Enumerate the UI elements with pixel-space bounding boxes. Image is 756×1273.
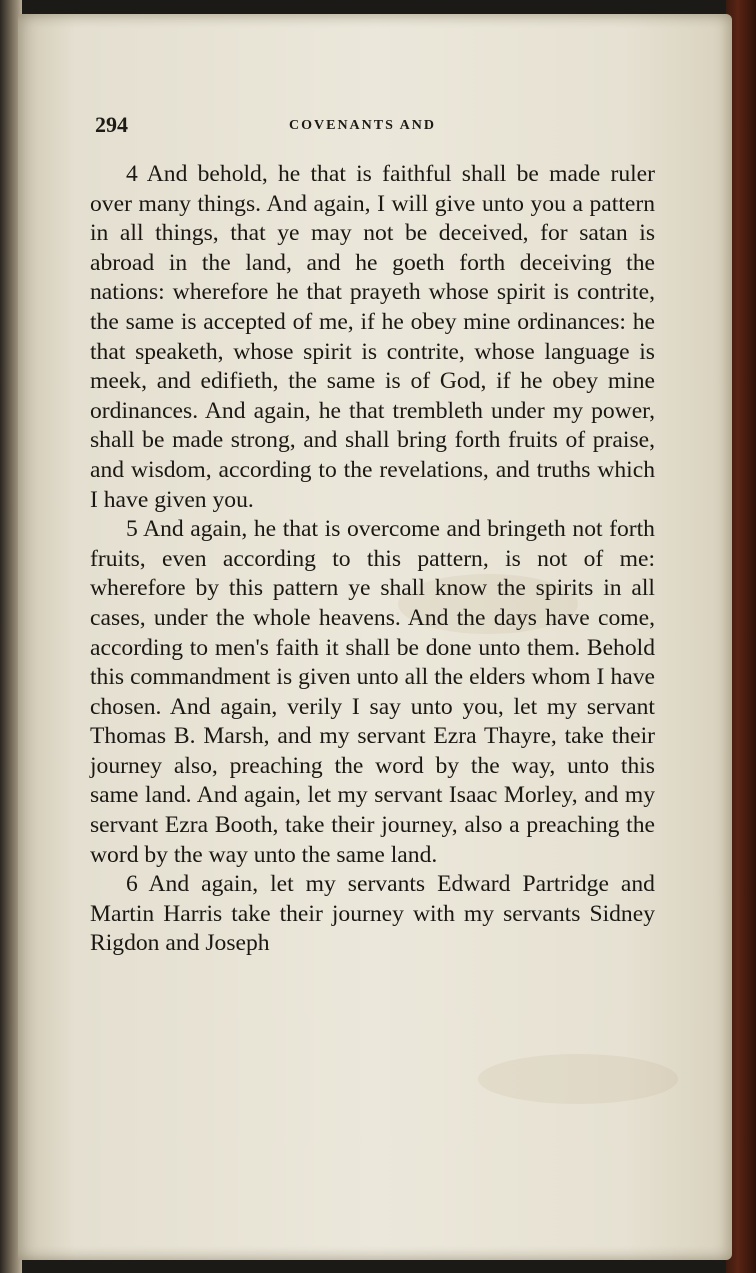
page-body-text [90, 160, 655, 959]
verse-paragraph [90, 160, 655, 515]
page-number: 294 [95, 112, 128, 137]
paper-stain [478, 1054, 678, 1104]
verse-text: And again, let my servants Edward Partridge and Martin Harris take their journey with my servants Sidney Rigdon and Joseph [90, 871, 655, 957]
verse-number: 6 [126, 871, 138, 898]
page-header [95, 112, 655, 142]
running-head: COVENANTS AND [289, 118, 436, 133]
verse-number: 4 [126, 161, 138, 187]
verse-text: And again, he that is overcome and bringeth not forth fruits, even according to this pattern, is not of me: wherefore by this pattern ye shall know the spirits in all cases, under the whole heavens. And the days have come, according to men's faith it shall be done unto them. Behold this commandment is given unto all the elders whom I have chosen. And again, verily I say unto you, let my servant Thomas B. Marsh, and my servant Ezra Thayre, take their journey also, preaching the word by the way, unto this same land. And again, let my servant Isaac Morley, and my servant Ezra Booth, take their journey, also a preaching the word by the way unto the same land. [90, 516, 655, 868]
verse-paragraph [90, 515, 655, 870]
verse-paragraph [90, 870, 655, 959]
verse-text: And behold, he that is faithful shall be made ruler over many things. And again, I will give unto you a pattern in all things, that ye may not be deceived, for satan is abroad in the land, and he goeth forth deceiving the nations: wherefore he that prayeth whose spirit is contrite, the same is accepted of me, if he obey mine ordinances: he that speaketh, whose spirit is contrite, whose language is meek, and edifieth, the same is of God, if he obey mine ordinances. And again, he that trembleth under my power, shall be made strong, and shall bring forth fruits of praise, and wisdom, according to the revelations, and truths which I have given you. [90, 161, 655, 513]
verse-number: 5 [126, 516, 138, 543]
